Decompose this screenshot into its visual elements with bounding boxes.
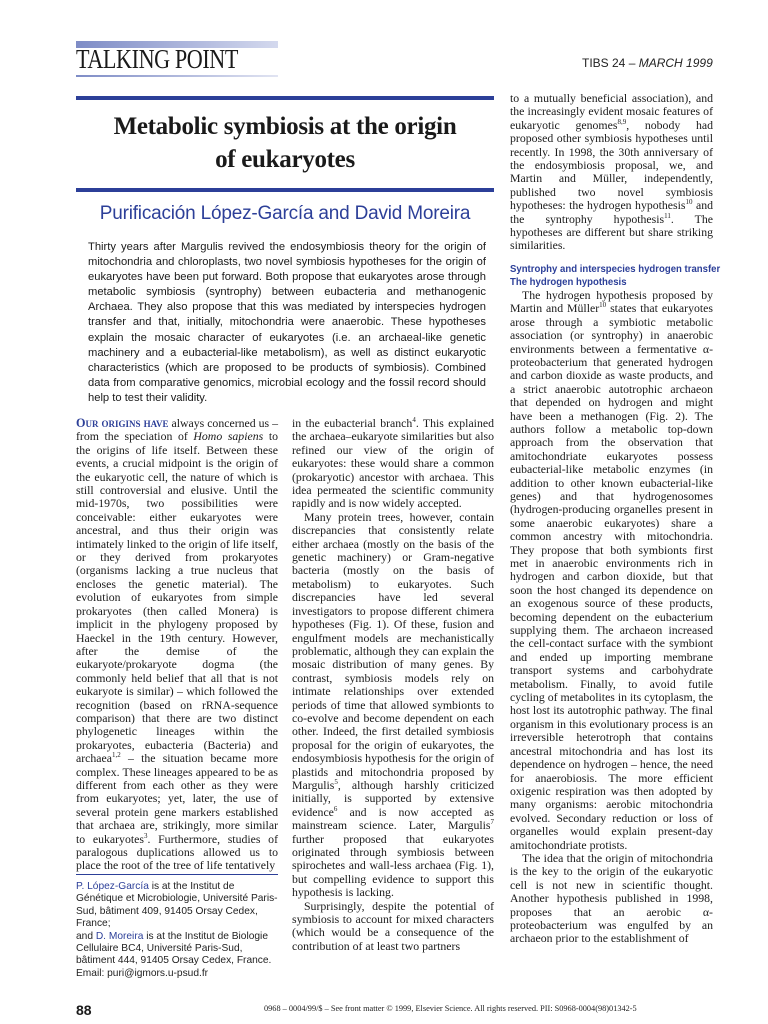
article-title <box>76 110 494 176</box>
paragraph: in the eubacterial branch$^4$. This explained the archaea–eukaryote similarities but also refined our view of the origin of eukaryotes: these would share a common (prokaryotic) ancestor with archaea. This idea permeated the scientific community rapidly and is now widely accepted. <box>292 416 494 511</box>
author-2-name: D. Moreira <box>95 930 144 942</box>
paragraph: Our origins have always concerned us – from the speciation of Homo sapiens to the origins of life itself. Between these events, a crucial midpoint is the origin of the eukaryotic cell, the nature of which is still controversial and elusive. Until the mid-1970s, two possibilities were conceivable: either eukaryotes were ancestral, and thus their origin was intimately linked to the origin of life itself, or they derived from prokaryotes (organisms lacking a true nucleus that encloses the genetic material). The evolution of eukaryotes from simple prokaryotes (then called Monera) is implicit in the phylogeny proposed by Haeckel in the 19th century. However, after the demise of the eukaryote/prokaryote dogma (the commonly held belief that all that is not eukaryote is similar) – which followed the recognition (based on rRNA-sequence comparison) that there are two distinct phylogenetic lineages within the prokaryotes, eubacteria (Bacteria) and archaea$^{1,2}$ – the situation became more complex. These lineages appeared to be as different from each other as they were from eukaryotes; yet, later, the use of several protein gene markers established that archaea are, strikingly, more similar to eukaryotes$^3$. Furthermore, studies of paralogous duplications allowed us to place the root of the tree of life tentatively <box>76 416 278 873</box>
citation: 8,9 <box>617 117 627 126</box>
citation: 6 <box>333 804 338 813</box>
lead-in: Our origins have <box>76 416 169 430</box>
citation: 7 <box>490 818 494 827</box>
author-1-name: P. López-García <box>76 881 149 892</box>
paragraph: to a mutually beneficial association), and the increasingly evident mosaic features of eukaryotic genomes$^{8,9}$, nobody had proposed other symbiosis hypotheses until recently. In 1998, the 30th anniversary of the endosymbiosis proposal, we, and Martin and Müller, independently, published two novel symbiosis hypotheses: the hydrogen hypothesis$^{10}$ and the syntrophy hypothesis$^{11}$. The hypotheses are different but share striking similarities. <box>510 91 714 253</box>
title-line-1: Metabolic symbiosis at the origin <box>113 113 457 140</box>
title-rule-top <box>76 96 494 100</box>
affiliation-rule <box>76 874 278 875</box>
body-column-1 <box>76 417 278 873</box>
subsection-heading: The hydrogen hypothesis <box>510 276 627 288</box>
section-label: TALKING POINT <box>76 44 239 74</box>
journal-info <box>582 56 713 70</box>
citation: 5 <box>334 778 338 787</box>
paragraph: Many protein trees, however, contain discrepancies that consistently relate either archaea (mostly on the basis of the genetic machinery) or Gram-negative bacteria (mostly on the basis of metabolism) to eukaryotes. Such discrepancies have led several investigators to propose different chimera hypotheses (Fig. 1). Of these, fusion and engulfment models are mechanistically problematic, although they can explain the mosaic distribution of many genes. By contrast, symbiosis models rely on intimate relationships over extended periods of time that allowed symbionts to co-evolve and become dependent on each other. Indeed, the first detailed symbiosis proposal for the origin of eukaryotes, the endosymbiosis hypothesis for the origin of plastids and mitochondria proposed by Margulis$^5$, although harshly criticized initially, is supported by extensive evidence$^6$ and is now accepted as mainstream science. Later, Margulis$^7$ further proposed that eukaryotes originated through symbiosis between spirochetes and wall-less archaea (Fig. 1), but compelling evidence to support this hypothesis is lacking. <box>292 509 494 900</box>
copyright-line: 0968 – 0004/99/$ – See front matter © 1999, Elsevier Science. All rights reserved. PII: S0968-0004(98)01342-5 <box>264 1004 637 1013</box>
page-number: 88 <box>76 1002 92 1018</box>
body-column-3 <box>510 91 721 946</box>
abstract-text: Thirty years after Margulis revived the endosymbiosis theory for the origin of mitochondria and chloroplasts, two novel symbiosis hypotheses for the origin of eukaryotes have been put forward. Both propose that eukaryotes arose through metabolic symbiosis (syntrophy) between eubacteria and methanogenic Archaea. They also propose that this was mediated by interspecies hydrogen transfer and that, initially, mitochondria were anaerobic. These hypotheses explain the mosaic character of eukaryotes (i.e. an archaeal-like genetic machinery and a eubacterial-like metabolism), as well as distinct eukaryotic characteristics (which are proposed to be products of symbiosis). Combined data from comparative genomics, microbial ecology and the fossil record should help to test their validity. <box>88 241 486 404</box>
issue-date: MARCH 1999 <box>638 56 713 70</box>
abstract <box>88 240 486 406</box>
citation: 11 <box>664 211 671 220</box>
journal-name: TIBS 24 – <box>582 56 636 70</box>
section-heading: Syntrophy and interspecies hydrogen transfer <box>510 263 721 275</box>
paragraph: The idea that the origin of mitochondria is the key to the origin of the eukaryotic cell is not new in scientific thought. Another hypothesis published in 1998, proposes that an aerobic α-proteobacterium was engulfed by an archaeon prior to the establishment of <box>510 850 713 946</box>
title-rule-bottom <box>76 188 494 192</box>
author-affiliations: P. López-García is at the Institut de Génétique et Microbiologie, Université Paris-Sud, bâtiment 409, 91405 Orsay Cedex, France; and D. Moreira is at the Institut de Biologie Cellulaire BC4, Université Paris-Sud, bâtiment 444, 91405 Orsay Cedex, France. Email: puri@igmors.u-psud.fr <box>76 881 278 979</box>
citation: 3 <box>143 831 148 840</box>
section-rule-bottom <box>76 75 278 77</box>
species-name: Homo sapiens <box>193 429 264 444</box>
citation: 10 <box>685 198 693 207</box>
title-line-2: of eukaryotes <box>215 146 355 173</box>
citation: 10 <box>599 301 607 310</box>
paragraph: The hydrogen hypothesis proposed by Martin and Müller$^{10}$ states that eukaryotes arose through a symbiotic metabolic association (or syntrophy) in anaerobic environments between a fermentative α-proteobacterium that generated hydrogen and carbon dioxide as waste products, and a strict anaerobic autotrophic archaeon that depended on hydrogen and might have been a methanogen (Fig. 2). The authors follow a metabolic top-down approach from the observation that amitochondriate eukaryotes possess eubacterial-like metabolic enzymes (in addition to other known eubacterial-like genes) and that hydrogenosomes (hydrogen-producing organelles present in some anaerobic eukaryotes) share a common ancestry with mitochondria. They propose that both symbionts first met in anaerobic environments rich in hydrogen and carbon dioxide, but that soon the host changed its dependence on an exogenous source of these products, becoming dependent on the eubacterium supplying them. The archaeon increased the cell-contact surface with the symbiont and ended up importing membrane transport systems and carbohydrate metabolism. Finally, to avoid futile cycling of metabolites in its cytoplasm, the host lost its autotrophic pathway. The final organism in this evolutionary process is an irreversible heterotroph that contains ancestral mitochondria and has lost its dependence on hydrogen – hence, the need for anaerobiosis. The more efficient oxigenic respiration was then adopted by many organisms: aerobic mitochondria evolved. Secondary reduction or loss of organelles would explain present-day amitochondriate protists. <box>510 287 713 852</box>
citation: 1,2 <box>112 751 121 760</box>
contact-email: Email: puri@igmors.u-psud.fr <box>76 967 209 979</box>
authors: Purificación López-García and David Moreira <box>99 203 471 224</box>
citation: 4 <box>412 416 416 425</box>
body-column-2 <box>292 417 494 953</box>
paragraph: Surprisingly, despite the potential of symbiosis to account for mixed characters (which would be a consequence of the contribution of at least two partners <box>292 898 494 953</box>
